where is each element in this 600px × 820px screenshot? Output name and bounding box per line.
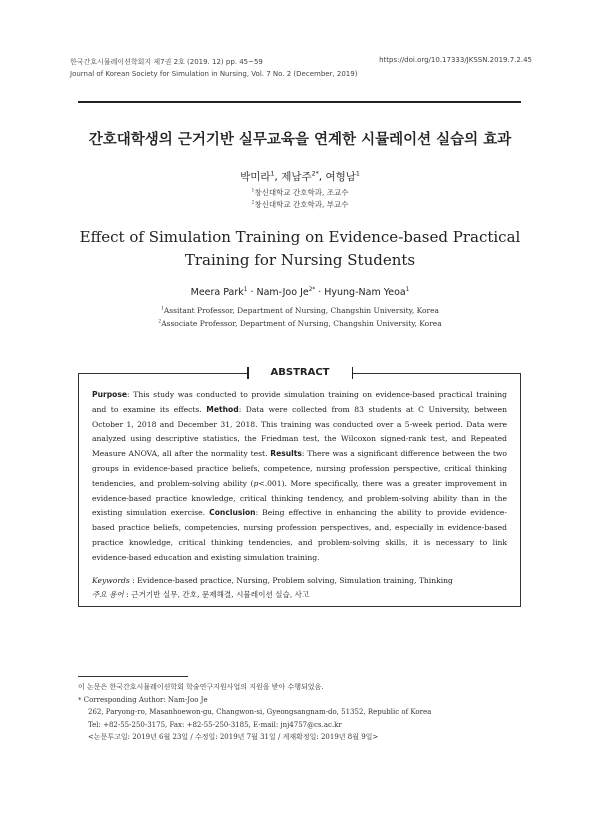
affiliation-text: Assitant Professor, Department of Nursing, Changshin University, Korea [163,306,440,315]
english-title-line: Effect of Simulation Training on Evidence-based Practical [79,228,521,246]
keywords-text: : 근거기반 실무, 간호, 문제해결, 시뮬레이션 실습, 사고 [123,590,310,599]
conclusion-label: Conclusion [209,508,256,518]
author-name: Hyung-Nam Yeoa [324,287,406,298]
author-name: 여형남 [325,171,356,183]
results-label: Results [270,449,302,459]
keywords-label: Keywords [92,576,130,585]
english-title [0,226,600,272]
affiliation-mark: 1 [251,188,255,194]
abstract-body [92,388,507,566]
method-label: Method [206,404,239,414]
english-affiliation [0,319,600,328]
purpose-label: Purpose [92,390,128,399]
affiliation-text: 창신대학교 간호학과, 부교수 [254,200,349,209]
method-text: : Data were collected from 83 students at C University, between October 1, 2018 and December 31, 2018. This training was conducted over a 5-week period. Data were analyzed using descriptive statistics, the Friedman test, the Wilcoxon signed-rank test, and Repeated Measure ANOVA, all after the normality test. [92,404,507,459]
affiliation-mark: 1 [160,306,164,312]
korean-affiliation [0,199,600,210]
english-affiliation [0,306,600,315]
author-mark: 1 [405,286,410,293]
affiliation-mark: 2 [158,319,162,325]
author-mark: 1 [243,286,248,293]
author-name: 제남주 [281,171,312,183]
author-name: Meera Park [190,287,244,298]
running-header [70,56,357,80]
author-separator: , [318,171,326,183]
journal-name-en: Journal of Korean Society for Simulation in Nursing, Vol. 7 No. 2 (December, 2019) [70,70,358,78]
header-rule [78,101,521,103]
corresponding-author [78,694,528,707]
korean-authors [0,169,600,184]
results-text: : There was a significant difference between the two groups in evidence-based practice beliefs, competence, nursing profession perspective, critical thinking tendencies, and problem-solving ability ( [92,449,507,488]
author-name: Nam-Joo Je [256,287,309,298]
author-mark: 2* [311,170,319,178]
author-mark: 2* [308,286,316,293]
funding-note: 이 논문은 한국간호시뮬레이션학회 학술연구지원사업의 지원을 받아 수행되었음. [78,683,324,691]
submission-dates: <논문투고일: 2019년 6월 23일 / 수정일: 2019년 7월 31일 / 게재확정일: 2019년 8월 9일> [88,733,379,742]
results-text-continued: <.001). More specifically, there was a greater improvement in evidence-based practice knowledge, critical thinking tendency, and problem-solving ability than in the existing simulation exercise. [92,478,507,518]
purpose-text: : This study was conducted to provide simulation training on evidence-based practical training and to examine its effects. [92,390,507,414]
english-authors [0,287,600,298]
korean-title: 간호대학생의 근거기반 실무교육을 연계한 시뮬레이션 실습의 효과 [88,132,512,148]
keywords-label: 주요 용어 [92,590,124,599]
author-mark: 1 [355,170,360,178]
korean-keywords [92,588,507,602]
author-separator: · [247,287,257,298]
footnote-rule [78,676,188,677]
english-title-line: Training for Nursing Students [184,251,416,269]
corresponding-mark: * [78,695,82,704]
korean-affiliation [0,187,600,198]
english-keywords [92,574,507,588]
author-contact: Tel: +82-55-250-3175, Fax: +82-55-250-3185, E-mail: jnj4757@cs.ac.kr [88,720,342,729]
author-mark: 1 [270,170,275,178]
footnotes [78,681,528,744]
affiliation-text: Associate Professor, Department of Nursing, Changshin University, Korea [161,319,442,328]
author-name: 박미라 [240,171,271,183]
doi-link[interactable]: https://doi.org/10.17333/JKSSN.2019.7.2.45 [379,56,532,64]
affiliation-mark: 2 [251,200,255,206]
corresponding-author-name: Corresponding Author: Nam-Joo Je [81,695,208,704]
author-separator: · [315,287,325,298]
conclusion-text: : Being effective in enhancing the ability to provide evidence-based practice beliefs, competencies, nursing profession perspectives, and, especially in evidence-based practice knowledge, critical thinking tendencies, and problem-solving skills, it is necessary to link evidence-based education and existing simulation training. [92,508,507,562]
journal-name-kr: 한국간호시뮬레이션학회지 제7권 2호 (2019. 12) pp. 45~59 [70,58,263,66]
p-value-symbol: p [253,478,259,488]
author-separator: , [274,171,282,183]
abstract-heading: ABSTRACT [247,365,353,381]
author-address: 262, Paryong-ro, Masanhoewon-gu, Changwon-si, Gyeongsangnam-do, 51352, Republic of Korea [88,708,432,717]
affiliation-text: 창신대학교 간호학과, 조교수 [254,188,349,197]
keywords-text: : Evidence-based practice, Nursing, Problem solving, Simulation training, Thinking [129,576,453,585]
